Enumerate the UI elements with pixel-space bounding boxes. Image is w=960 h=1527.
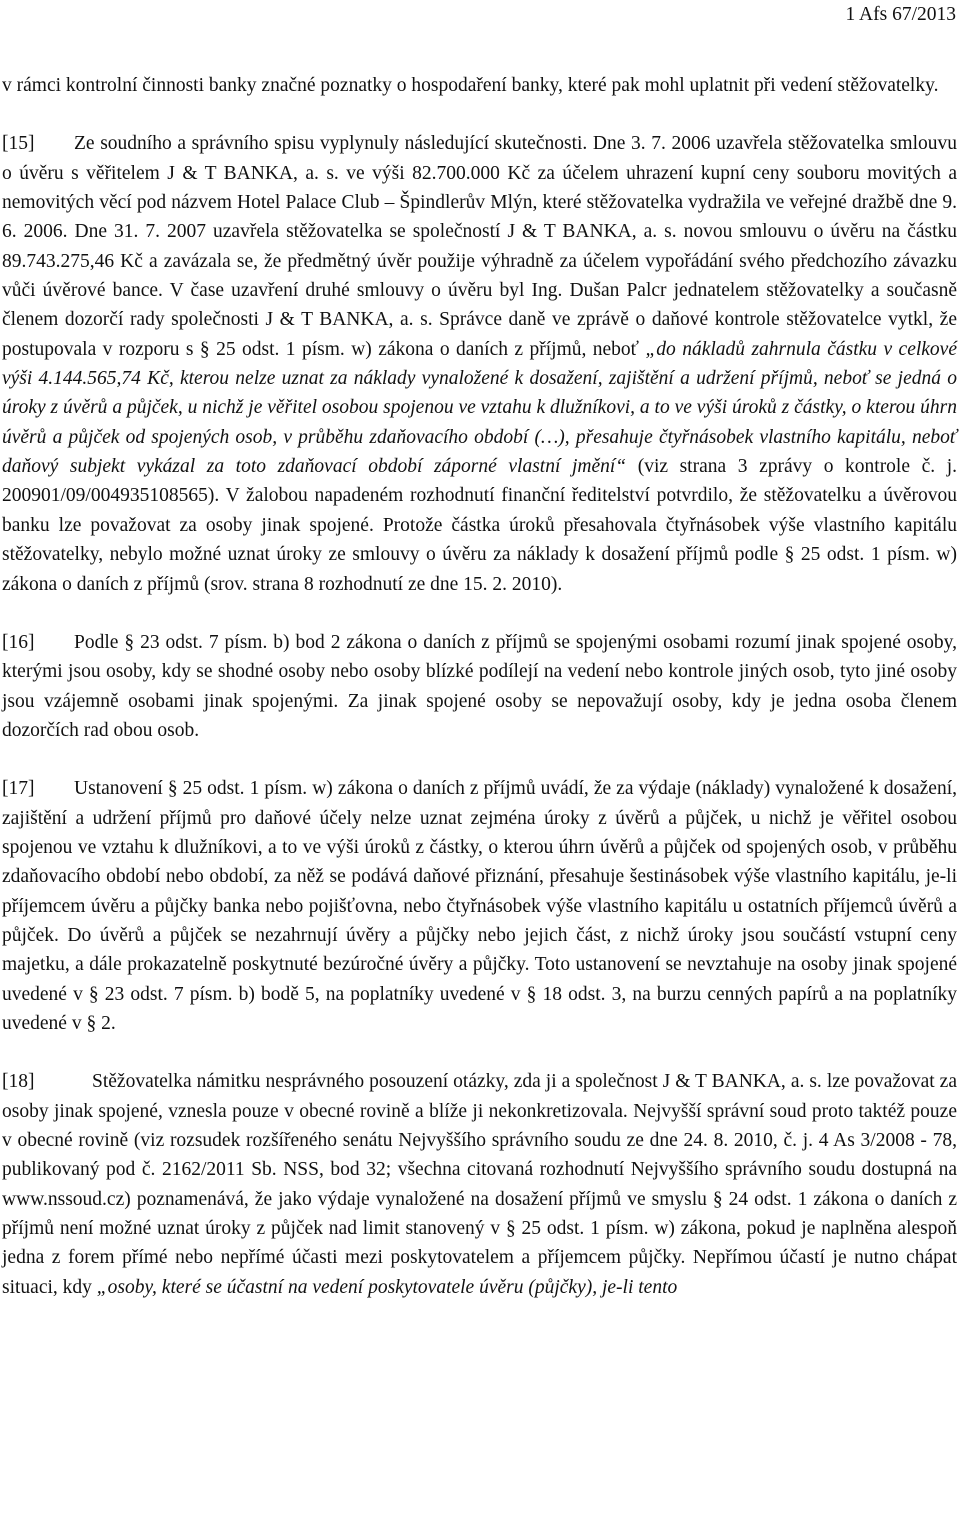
paragraph-intro	[2, 71, 957, 100]
paragraph-text: Stěžovatelka námitku nesprávného posouzení otázky, zda ji a společnost J & T BANKA, a. s. lze považovat za osoby jinak spojené, vznesla pouze v obecné rovině a blíže ji nekonkretizovala. Nejvyšší správní soud proto taktéž pouze v obecné rovině (viz rozsudek rozšířeného senátu Nejvyššího správního soudu ze dne 24. 8. 2010, č. j. 4 As 3/2008 - 78, publikovaný pod č. 2162/2011 Sb. NSS, bod 32; všechna citovaná rozhodnutí Nejvyššího správního soudu dostupná na www.nssoud.cz) poznamenává, že jako výdaje vynaložené na dosažení příjmů ve smyslu § 24 odst. 1 zákona o daních z příjmů není možné uznat úroky z půjček nad limit stanovený v § 25 odst. 1 písm. w) zákona, pokud je naplněna alespoň jedna z forem přímé nebo nepřímé účasti mezi poskytovatelem a příjemcem půjčky. Nepřímou účastí je nutno chápat situaci, kdy	[2, 1071, 957, 1298]
paragraph-15	[2, 129, 957, 599]
paragraph-text: (viz strana 3 zprávy o kontrole č. j. 200901/09/004935108565). V žalobou napadeném rozhodnutí finanční ředitelství potvrdilo, že stěžovatelku a úvěrovou banku lze považovat za osoby jinak spojené. Protože částka úroků přesahovala čtyřnásobek výše vlastního kapitálu stěžovatelky, nebylo možné uznat úroky ze smlouvy o úvěru za náklady k dosažení příjmů podle § 25 odst. 1 písm. w) zákona o daních z příjmů (srov. strana 8 rozhodnutí ze dne 15. 2. 2010).	[2, 456, 957, 595]
paragraph-number: [18]	[2, 1071, 35, 1093]
paragraph-number: [17]	[2, 778, 35, 800]
paragraph-17	[2, 774, 957, 1038]
paragraph-16	[2, 628, 957, 745]
quoted-passage: „do nákladů zahrnula částku v celkové výši 4.144.565,74 Kč, kterou nelze uznat za náklady vynaložené k dosažení, zajištění a udržení příjmů, neboť se jedná o úroky z úvěrů a půjček, u nichž je věřitel osobou spojenou ve vztahu k dlužníkovi, a to ve výši úroků z částky, o kterou úhrn úvěrů a půjček od spojených osob, v průběhu zdaňovacího období (…), přesahuje čtyřnásobek vlastního kapitálu, neboť daňový subjekt vykázal za toto zdaňovací období záporné vlastní jmění“	[2, 338, 957, 478]
paragraph-18	[2, 1067, 957, 1302]
paragraph-text: v rámci kontrolní činnosti banky značné poznatky o hospodaření banky, které pak mohl uplatnit při vedení stěžovatelky.	[2, 75, 939, 96]
paragraph-number: [15]	[2, 133, 35, 155]
paragraph-number: [16]	[2, 631, 35, 653]
quoted-passage: „osoby, které se účastní na vedení poskytovatele úvěru (půjčky), je-li tento	[96, 1276, 678, 1298]
case-reference: 1 Afs 67/2013	[845, 4, 956, 25]
document-body	[2, 71, 957, 1302]
paragraph-text: Ustanovení § 25 odst. 1 písm. w) zákona o daních z příjmů uvádí, že za výdaje (náklady) vynaložené k dosažení, zajištění a udržení příjmů pro daňové účely nelze uznat zejména úroky z úvěrů a půjček, u nichž je věřitel osobou spojenou ve vztahu k dlužníkovi, a to ve výši úroků z částky, o kterou úhrn úvěrů a půjček od spojených osob, v průběhu zdaňovacího období nebo období, za něž se podává daňové přiznání, přesahuje šestinásobek výše vlastního kapitálu, je-li příjemcem úvěru a půjčky banka nebo pojišťovna, nebo čtyřnásobek výše vlastního kapitálu u ostatních příjemců úvěrů a půjček. Do úvěrů a půjček se nezahrnují úvěry a půjčky nebo jejich část, z nichž úroky jsou součástí vstupní ceny majetku, a dále prokazatelně poskytnuté bezúročné úvěry a půjčky. Toto ustanovení se nevztahuje na osoby jinak spojené uvedené v § 23 odst. 7 písm. b) bodě 5, na poplatníky uvedené v § 18 odst. 3, na burzu cenných papírů a na poplatníky uvedené v § 2.	[2, 778, 957, 1034]
paragraph-text: Ze soudního a správního spisu vyplynuly následující skutečnosti. Dne 3. 7. 2006 uzavřela stěžovatelka smlouvu o úvěru s věřitelem J & T BANKA, a. s. ve výši 82.700.000 Kč za účelem uhrazení kupní ceny souboru movitých a nemovitých věcí pod názvem Hotel Palace Club – Špindlerův Mlýn, které stěžovatelka vydražila ve veřejné dražbě dne 9. 6. 2006. Dne 31. 7. 2007 uzavřela stěžovatelka se společností J & T BANKA, a. s. novou smlouvu o úvěru na částku 89.743.275,46 Kč a zavázala se, že předmětný úvěr použije výhradně za účelem vypořádání svého předchozího závazku vůči úvěrové bance. V čase uzavření druhé smlouvy o úvěru byl Ing. Dušan Palcr jednatelem stěžovatelky a současně členem dozorčí rady společnosti J & T BANKA, a. s. Správce daně ve zprávě o daňové kontrole stěžovatelce vytkl, že postupovala v rozporu s § 25 odst. 1 písm. w) zákona o daních z příjmů, neboť	[2, 133, 957, 360]
paragraph-text: Podle § 23 odst. 7 písm. b) bod 2 zákona o daních z příjmů se spojenými osobami rozumí jinak spojené osoby, kterými jsou osoby, kdy se shodné osoby nebo osoby blízké podílejí na vedení nebo kontrole jiných osob, tyto jiné osoby jsou vzájemně osobami jinak spojenými. Za jinak spojené osoby se nepovažují osoby, kdy je jedna osoba členem dozorčích rad obou osob.	[2, 631, 957, 741]
